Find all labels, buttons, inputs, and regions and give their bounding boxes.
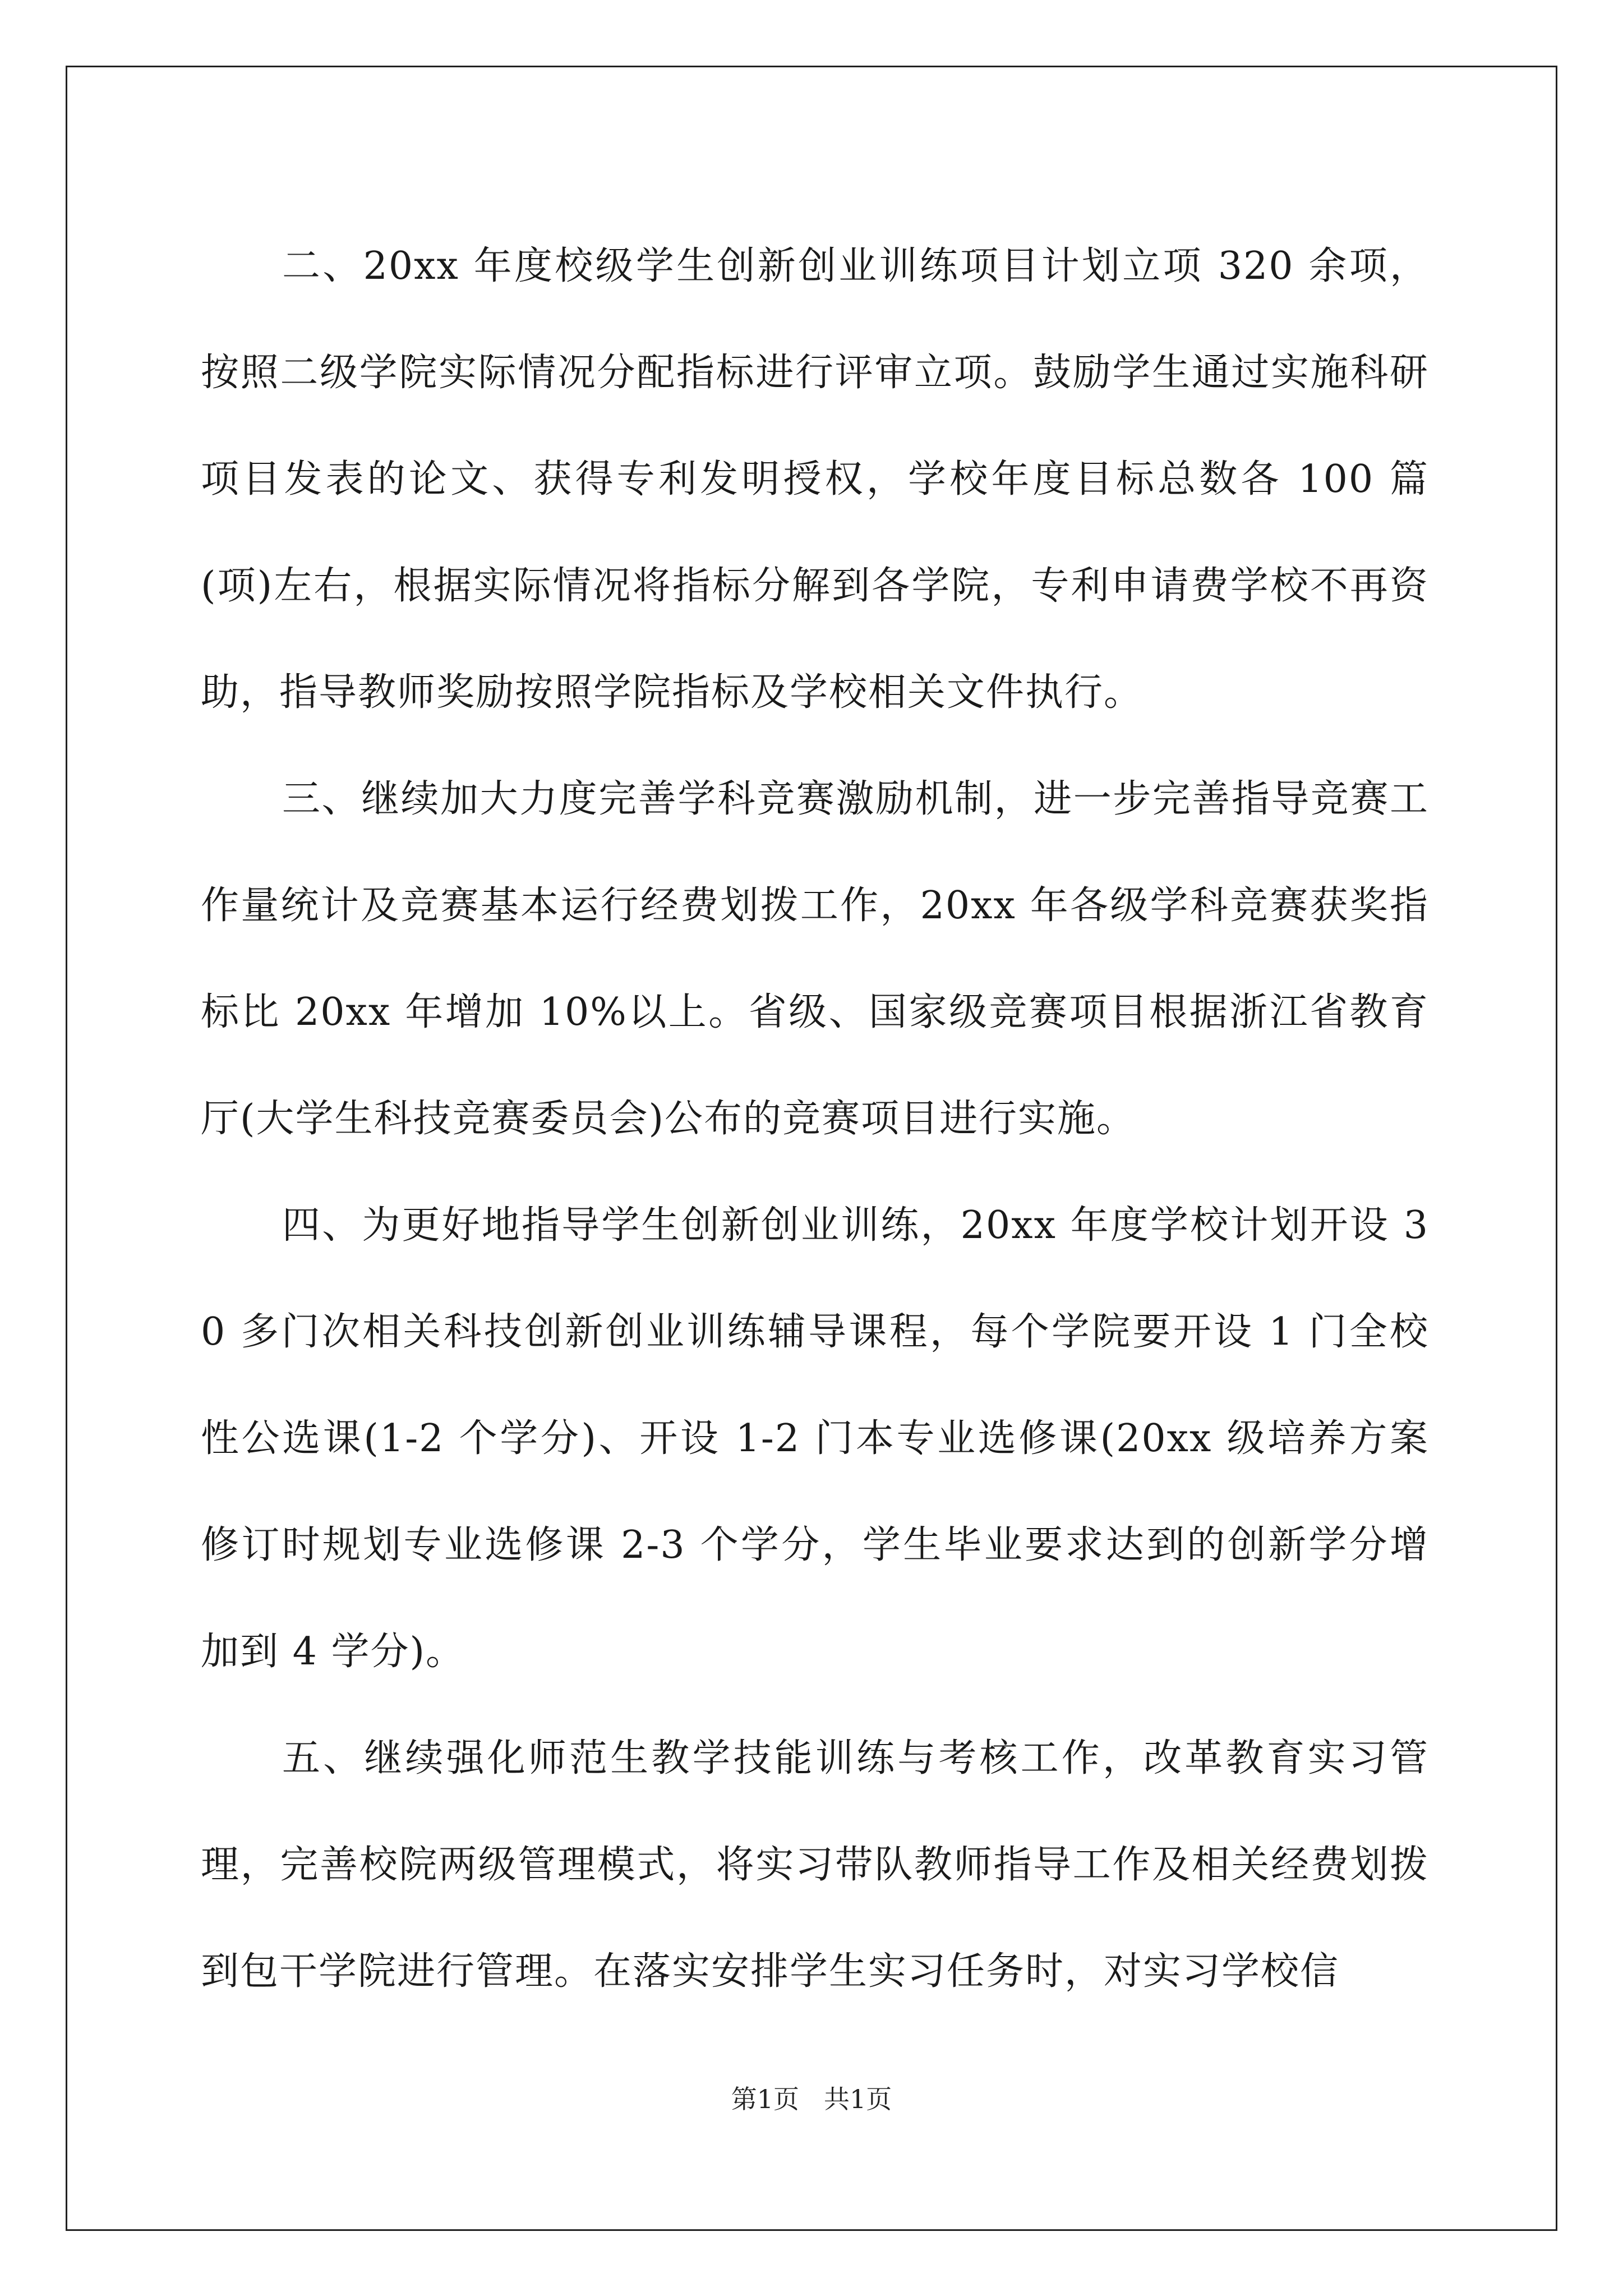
document-body bbox=[201, 213, 1429, 2025]
paragraph-5: 五、继续强化师范生教学技能训练与考核工作，改革教育实习管理，完善校院两级管理模式，将实习带队教师指导工作及相关经费划拨到包干学院进行管理。在落实安排学生实习任务时，对实习学校信 bbox=[201, 1736, 1429, 1994]
page-footer bbox=[0, 2082, 1623, 2116]
page-total: 共1页 bbox=[823, 2084, 892, 2114]
footer-gap bbox=[799, 2084, 824, 2114]
paragraph-3: 三、继续加大力度完善学科竞赛激励机制，进一步完善指导竞赛工作量统计及竞赛基本运行经费划拨工作，20xx 年各级学科竞赛获奖指标比 20xx 年增加 10%以上。省级、国家级竞赛项目根据浙江省教育厅(大学生科技竞赛委员会)公布的竞赛项目进行实施。 bbox=[201, 777, 1430, 1141]
page-number: 第1页 bbox=[731, 2084, 800, 2114]
paragraph-4: 四、为更好地指导学生创新创业训练，20xx 年度学校计划开设 30 多门次相关科技创新创业训练辅导课程，每个学院要开设 1 门全校性公选课(1-2 个学分)、开设 1-2 门本专业选修课(20xx 级培养方案修订时规划专业选修课 2-3 个学分，学生毕业要求达到的创新学分增加到 4 学分)。 bbox=[201, 1203, 1429, 1674]
paragraph-2: 二、20xx 年度校级学生创新创业训练项目计划立项 320 余项，按照二级学院实际情况分配指标进行评审立项。鼓励学生通过实施科研项目发表的论文、获得专利发明授权，学校年度目标总数各 100 篇(项)左右，根据实际情况将指标分解到各学院，专利申请费学校不再资助，指导教师奖励按照学院指标及学校相关文件执行。 bbox=[201, 244, 1429, 715]
